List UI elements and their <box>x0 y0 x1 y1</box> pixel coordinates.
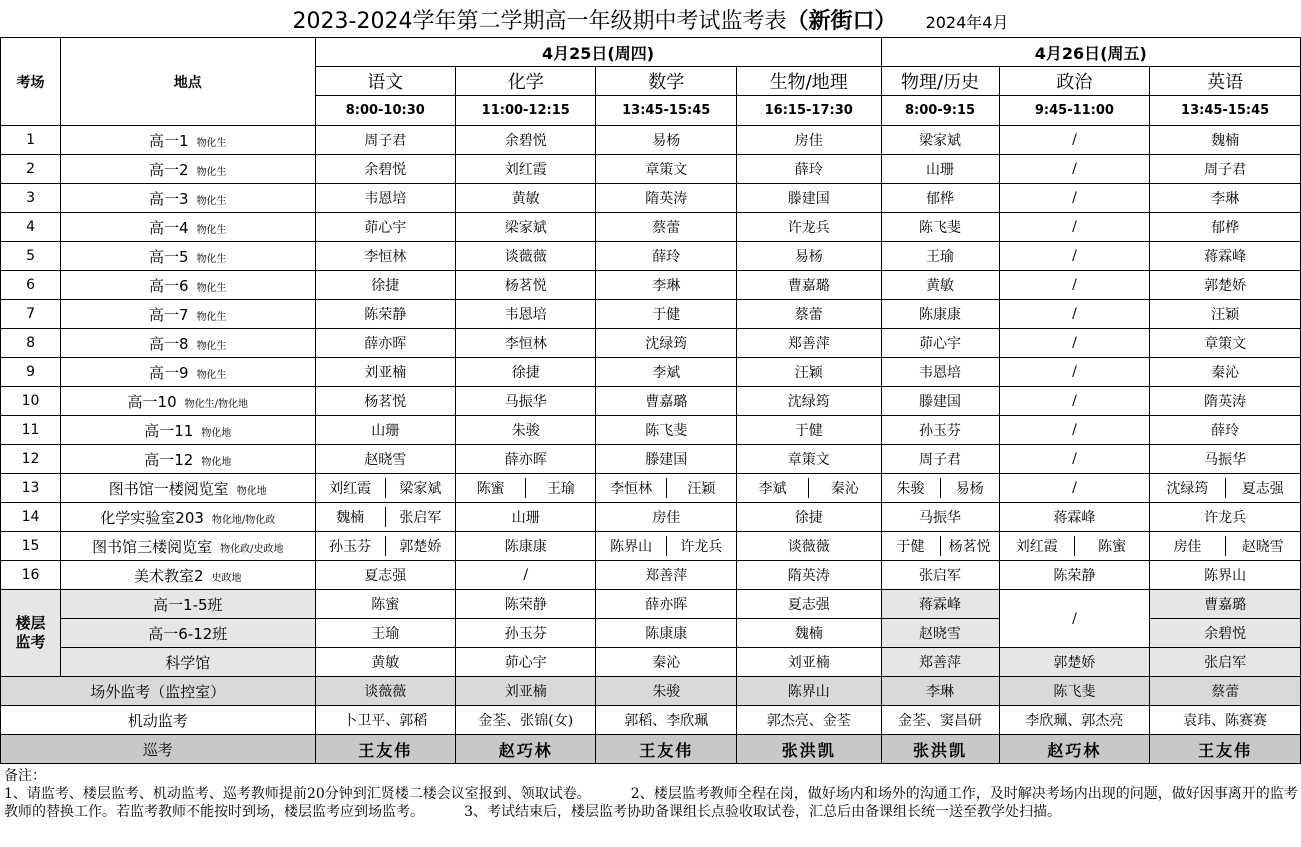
proctor-cell: 李欣珮、郭杰亮 <box>999 706 1150 735</box>
track-tag: 物化生 <box>196 253 227 265</box>
track-tag: 物化生 <box>196 195 227 207</box>
room-location <box>61 126 315 155</box>
room-number: 12 <box>1 445 61 474</box>
proctor-name: 沈绿筠 <box>1166 481 1209 497</box>
proctor-cell: 于健 <box>736 416 881 445</box>
proctor-cell: 杨茗悦 <box>315 387 455 416</box>
proctor-cell: 赵巧林 <box>999 735 1150 764</box>
proctor-cell: / <box>999 358 1150 387</box>
proctor-cell: 袁玮、陈赛赛 <box>1150 706 1301 735</box>
room-row <box>1 242 1301 271</box>
proctor-cell: 滕建国 <box>596 445 736 474</box>
proctor-name: 刘红霞 <box>1015 539 1058 555</box>
proctor-cell: 刘亚楠 <box>315 358 455 387</box>
floor-label-text: 楼层监考 <box>15 614 46 651</box>
location-name: 图书馆一楼阅览室 <box>108 479 229 498</box>
track-tag: 史政地 <box>211 572 242 584</box>
proctor-cell: 王友伟 <box>1150 735 1301 764</box>
room-row <box>1 416 1301 445</box>
proctor-cell: 曹嘉璐 <box>736 271 881 300</box>
track-tag: 物化生 <box>196 224 227 236</box>
proctor-cell: 杨茗悦 <box>456 271 596 300</box>
floor-location: 高一1-5班 <box>61 590 315 619</box>
room-location <box>61 300 315 329</box>
proctor-cell: 山珊 <box>315 416 455 445</box>
track-tag: 物化生 <box>196 166 227 178</box>
proctor-cell: 周子君 <box>1150 155 1301 184</box>
title-date: 2024年4月 <box>925 13 1009 32</box>
proctor-cell: 滕建国 <box>736 184 881 213</box>
proctor-cell: 于健 <box>596 300 736 329</box>
room-location <box>61 532 315 561</box>
notes-label: 备注： <box>4 768 46 784</box>
track-tag: 物化生 <box>196 137 227 149</box>
time-english: 13:45-15:45 <box>1150 96 1301 126</box>
proctor-cell: 马振华 <box>881 503 999 532</box>
time-math: 13:45-15:45 <box>596 96 736 126</box>
proctor-name: 魏楠 <box>336 510 365 526</box>
proctor-cell: 薛亦晖 <box>315 329 455 358</box>
room-number: 16 <box>1 561 61 590</box>
proctor-cell <box>999 532 1150 561</box>
room-number: 5 <box>1 242 61 271</box>
time-politics: 9:45-11:00 <box>999 96 1150 126</box>
proctor-name: 许龙兵 <box>666 536 736 556</box>
location-name: 高一3 <box>149 189 189 208</box>
patrol-label: 巡考 <box>1 735 316 764</box>
proctor-cell: 黄敏 <box>456 184 596 213</box>
proctor-name: 夏志强 <box>1225 478 1300 498</box>
subject-chemistry: 化学 <box>456 67 596 96</box>
proctor-name: 易杨 <box>940 478 999 498</box>
floor-row-1 <box>1 590 1301 619</box>
room-number: 11 <box>1 416 61 445</box>
room-number: 10 <box>1 387 61 416</box>
proctor-cell <box>596 474 736 503</box>
room-row <box>1 358 1301 387</box>
proctor-cell: 周子君 <box>315 126 455 155</box>
proctor-cell: 许龙兵 <box>736 213 881 242</box>
track-tag: 物化生/物化地 <box>184 398 249 410</box>
proctor-cell: 隋英涛 <box>736 561 881 590</box>
proctor-cell: 郭杰亮、金荃 <box>736 706 881 735</box>
proctor-cell: 房佳 <box>596 503 736 532</box>
proctor-cell <box>315 503 455 532</box>
room-number: 6 <box>1 271 61 300</box>
track-tag: 物化政/史政地 <box>220 543 284 555</box>
floor-location: 高一6-12班 <box>61 619 315 648</box>
proctor-cell: 梁家斌 <box>881 126 999 155</box>
time-chinese: 8:00-10:30 <box>315 96 455 126</box>
outside-row <box>1 677 1301 706</box>
proctor-cell: / <box>456 561 596 590</box>
room-location <box>61 445 315 474</box>
proctor-cell: 韦恩培 <box>315 184 455 213</box>
time-bio-geo: 16:15-17:30 <box>736 96 881 126</box>
proctor-cell: 章策文 <box>596 155 736 184</box>
room-location <box>61 387 315 416</box>
proctor-cell: 陈界山 <box>1150 561 1301 590</box>
proctor-cell: 易杨 <box>736 242 881 271</box>
proctor-cell: 陈康康 <box>456 532 596 561</box>
room-number: 3 <box>1 184 61 213</box>
subject-politics: 政治 <box>999 67 1150 96</box>
proctor-name: 房佳 <box>1173 539 1202 555</box>
room-number: 13 <box>1 474 61 503</box>
proctor-cell: / <box>999 155 1150 184</box>
proctor-name: 朱骏 <box>896 481 925 497</box>
proctor-cell: 沈绿筠 <box>736 387 881 416</box>
proctor-name: 陈蜜 <box>1074 536 1149 556</box>
proctor-cell: 夏志强 <box>315 561 455 590</box>
proctor-name: 杨茗悦 <box>940 536 999 556</box>
proctor-cell: 蒋霖峰 <box>999 503 1150 532</box>
header-room: 考场 <box>1 38 61 126</box>
proctor-cell: 曹嘉璐 <box>596 387 736 416</box>
proctor-cell: 陈飞斐 <box>881 213 999 242</box>
proctor-cell: 李斌 <box>596 358 736 387</box>
proctor-cell: 马振华 <box>456 387 596 416</box>
proctor-cell: 张启军 <box>881 561 999 590</box>
room-location <box>61 416 315 445</box>
subject-english: 英语 <box>1150 67 1301 96</box>
proctor-cell <box>881 474 999 503</box>
title-text: 2023-2024学年第二学期高一年级期中考试监考表 <box>292 9 787 34</box>
track-tag: 物化生 <box>196 340 227 352</box>
room-row-13 <box>1 474 1301 503</box>
room-row <box>1 300 1301 329</box>
room-location <box>61 155 315 184</box>
room-location <box>61 561 315 590</box>
proctor-cell: 余碧悦 <box>456 126 596 155</box>
proctor-name: 张启军 <box>385 507 455 527</box>
day1-header: 4月25日(周四) <box>315 38 881 67</box>
proctor-cell <box>881 532 999 561</box>
note-2: 2、楼层监考教师全程在岗，做好场内和场外的沟通工作，及时解决考场内出现的问题，做好因事离开的监考教师的替换工作。若监考教师不能按时到场，楼层监考应到场监考。 <box>4 786 1298 820</box>
proctor-cell: 赵巧林 <box>456 735 596 764</box>
proctor-cell: 黄敏 <box>881 271 999 300</box>
track-tag: 物化地 <box>201 427 232 439</box>
room-row <box>1 155 1301 184</box>
room-location <box>61 329 315 358</box>
room-location <box>61 358 315 387</box>
proctor-cell: 孙玉芬 <box>881 416 999 445</box>
proctor-cell: 蒋霖峰 <box>881 590 999 619</box>
proctor-cell: 李琳 <box>1150 184 1301 213</box>
location-name: 高一6 <box>149 276 189 295</box>
track-tag: 物化生 <box>196 311 227 323</box>
location-name: 高一8 <box>149 334 189 353</box>
room-row-14 <box>1 503 1301 532</box>
floor-row-3 <box>1 648 1301 677</box>
proctor-cell: 郭楚娇 <box>1150 271 1301 300</box>
room-row-15 <box>1 532 1301 561</box>
proctor-cell: 赵晓雪 <box>315 445 455 474</box>
proctor-cell: 徐捷 <box>456 358 596 387</box>
proctor-cell: 章策文 <box>1150 329 1301 358</box>
proctor-table <box>0 37 1301 764</box>
proctor-cell: 秦沁 <box>596 648 736 677</box>
proctor-cell: 赵晓雪 <box>881 619 999 648</box>
room-number: 1 <box>1 126 61 155</box>
proctor-cell: 王友伟 <box>315 735 455 764</box>
proctor-cell: 陈荣静 <box>456 590 596 619</box>
proctor-cell: 陈康康 <box>596 619 736 648</box>
proctor-name: 孙玉芬 <box>329 539 372 555</box>
proctor-cell: 章策文 <box>736 445 881 474</box>
location-name: 高一2 <box>149 160 189 179</box>
room-number: 9 <box>1 358 61 387</box>
proctor-cell: 夏志强 <box>736 590 881 619</box>
time-physics-history: 8:00-9:15 <box>881 96 999 126</box>
proctor-cell: 易杨 <box>596 126 736 155</box>
proctor-cell: 刘红霞 <box>456 155 596 184</box>
proctor-cell: 李琳 <box>881 677 999 706</box>
proctor-cell: 郑善萍 <box>736 329 881 358</box>
proctor-cell: 郑善萍 <box>596 561 736 590</box>
location-name: 高一11 <box>144 421 194 440</box>
proctor-cell: 韦恩培 <box>881 358 999 387</box>
outside-label: 场外监考（监控室） <box>1 677 316 706</box>
proctor-name: 于健 <box>896 539 925 555</box>
proctor-cell: 滕建国 <box>881 387 999 416</box>
proctor-cell: 谈薇薇 <box>456 242 596 271</box>
proctor-cell: 蔡蕾 <box>736 300 881 329</box>
proctor-cell: 余碧悦 <box>1150 619 1301 648</box>
proctor-cell: 魏楠 <box>736 619 881 648</box>
proctor-cell: 周子君 <box>881 445 999 474</box>
day2-header: 4月26日(周五) <box>881 38 1300 67</box>
proctor-cell: 汪颖 <box>736 358 881 387</box>
proctor-cell: 薛玲 <box>1150 416 1301 445</box>
room-row <box>1 126 1301 155</box>
proctor-cell: / <box>999 213 1150 242</box>
proctor-cell: / <box>999 300 1150 329</box>
subject-math: 数学 <box>596 67 736 96</box>
proctor-cell: 山珊 <box>881 155 999 184</box>
room-number: 8 <box>1 329 61 358</box>
proctor-cell <box>596 532 736 561</box>
proctor-cell: 李恒林 <box>315 242 455 271</box>
proctor-cell: 薛亦晖 <box>456 445 596 474</box>
proctor-cell: 隋英涛 <box>1150 387 1301 416</box>
mobile-label: 机动监考 <box>1 706 316 735</box>
track-tag: 物化地 <box>201 456 232 468</box>
room-row <box>1 271 1301 300</box>
proctor-cell: / <box>999 416 1150 445</box>
title-campus: （新街口） <box>786 9 897 34</box>
proctor-cell: 谈薇薇 <box>315 677 455 706</box>
proctor-cell: 蔡蕾 <box>596 213 736 242</box>
location-name: 高一5 <box>149 247 189 266</box>
room-location <box>61 503 315 532</box>
proctor-name: 汪颖 <box>666 478 736 498</box>
proctor-cell: 刘亚楠 <box>456 677 596 706</box>
proctor-cell: 郁桦 <box>881 184 999 213</box>
proctor-cell: 梁家斌 <box>456 213 596 242</box>
proctor-cell <box>315 474 455 503</box>
proctor-name: 陈界山 <box>610 539 653 555</box>
location-name: 图书馆三楼阅览室 <box>92 537 213 556</box>
proctor-cell: 张洪凯 <box>881 735 999 764</box>
proctor-cell: / <box>999 242 1150 271</box>
proctor-cell: 郑善萍 <box>881 648 999 677</box>
location-name: 高一10 <box>127 392 177 411</box>
room-row <box>1 387 1301 416</box>
proctor-cell: / <box>999 126 1150 155</box>
proctor-cell: 陈荣静 <box>315 300 455 329</box>
proctor-cell: / <box>999 387 1150 416</box>
proctor-cell <box>456 474 596 503</box>
proctor-name: 梁家斌 <box>385 478 455 498</box>
subject-bio-geo: 生物/地理 <box>736 67 881 96</box>
room-location <box>61 474 315 503</box>
proctor-cell: 徐捷 <box>315 271 455 300</box>
proctor-cell: 黄敏 <box>315 648 455 677</box>
proctor-cell: 薛亦晖 <box>596 590 736 619</box>
proctor-cell: / <box>999 445 1150 474</box>
room-row <box>1 213 1301 242</box>
proctor-cell: 山珊 <box>456 503 596 532</box>
room-row <box>1 329 1301 358</box>
proctor-cell: 许龙兵 <box>1150 503 1301 532</box>
proctor-cell: 张启军 <box>1150 648 1301 677</box>
proctor-cell: 秦沁 <box>1150 358 1301 387</box>
track-tag: 物化地 <box>236 485 267 497</box>
location-name: 美术教室2 <box>134 566 204 585</box>
room-number: 15 <box>1 532 61 561</box>
proctor-cell: 郭稻、李欣珮 <box>596 706 736 735</box>
proctor-cell: 朱骏 <box>456 416 596 445</box>
room-number: 4 <box>1 213 61 242</box>
proctor-cell: 陈蜜 <box>315 590 455 619</box>
proctor-cell <box>315 532 455 561</box>
proctor-cell: 魏楠 <box>1150 126 1301 155</box>
proctor-cell: 李琳 <box>596 271 736 300</box>
proctor-cell: 陈界山 <box>736 677 881 706</box>
notes-text <box>4 785 1298 821</box>
track-tag: 物化地/物化政 <box>211 514 276 526</box>
location-name: 高一12 <box>144 450 194 469</box>
proctor-cell: 隋英涛 <box>596 184 736 213</box>
proctor-cell: 张洪凯 <box>736 735 881 764</box>
proctor-cell: 余碧悦 <box>315 155 455 184</box>
proctor-cell: / <box>999 184 1150 213</box>
proctor-cell: 沈绿筠 <box>596 329 736 358</box>
proctor-cell: 房佳 <box>736 126 881 155</box>
track-tag: 物化生 <box>196 282 227 294</box>
room-number: 14 <box>1 503 61 532</box>
proctor-cell: / <box>999 474 1150 503</box>
proctor-cell: 薛玲 <box>596 242 736 271</box>
note-3: 3、考试结束后，楼层监考协助备课组长点验收取试卷，汇总后由备课组长统一送至教学处扫描。 <box>464 804 1061 820</box>
room-row <box>1 184 1301 213</box>
floor-label <box>1 590 61 677</box>
subject-chinese: 语文 <box>315 67 455 96</box>
mobile-row <box>1 706 1301 735</box>
proctor-cell: 蔡蕾 <box>1150 677 1301 706</box>
floor-location: 科学馆 <box>61 648 315 677</box>
location-name: 高一9 <box>149 363 189 382</box>
room-location <box>61 184 315 213</box>
proctor-cell: 韦恩培 <box>456 300 596 329</box>
proctor-cell: 陈康康 <box>881 300 999 329</box>
proctor-cell: 陈荣静 <box>999 561 1150 590</box>
proctor-cell: 王瑜 <box>315 619 455 648</box>
location-name: 化学实验室203 <box>100 508 204 527</box>
proctor-cell <box>1150 532 1301 561</box>
proctor-cell: / <box>999 329 1150 358</box>
proctor-cell: 王友伟 <box>596 735 736 764</box>
proctor-cell: / <box>999 590 1150 648</box>
proctor-cell: 金荃、窦昌研 <box>881 706 999 735</box>
proctor-name: 李恒林 <box>610 481 653 497</box>
time-chemistry: 11:00-12:15 <box>456 96 596 126</box>
notes <box>4 767 1298 821</box>
proctor-cell: 朱骏 <box>596 677 736 706</box>
proctor-cell <box>1150 474 1301 503</box>
proctor-cell: 刘亚楠 <box>736 648 881 677</box>
header-location: 地点 <box>61 38 315 126</box>
proctor-cell: 谈薇薇 <box>736 532 881 561</box>
proctor-cell: 汪颖 <box>1150 300 1301 329</box>
track-tag: 物化生 <box>196 369 227 381</box>
room-row-16 <box>1 561 1301 590</box>
proctor-cell: 郭楚娇 <box>999 648 1150 677</box>
room-number: 2 <box>1 155 61 184</box>
room-location <box>61 271 315 300</box>
location-name: 高一1 <box>149 131 189 150</box>
room-row <box>1 445 1301 474</box>
proctor-cell: / <box>999 271 1150 300</box>
proctor-cell: 马振华 <box>1150 445 1301 474</box>
proctor-cell: 茆心宇 <box>456 648 596 677</box>
proctor-name: 郭楚娇 <box>385 536 455 556</box>
patrol-row <box>1 735 1301 764</box>
proctor-name: 刘红霞 <box>329 481 372 497</box>
proctor-cell: 李恒林 <box>456 329 596 358</box>
room-number: 7 <box>1 300 61 329</box>
note-1: 1、请监考、楼层监考、机动监考、巡考教师提前20分钟到汇贤楼二楼会议室报到、领取试卷。 <box>4 786 591 802</box>
proctor-cell: 王瑜 <box>881 242 999 271</box>
proctor-name: 陈蜜 <box>476 481 505 497</box>
proctor-cell: 孙玉芬 <box>456 619 596 648</box>
proctor-cell: 卜卫平、郭稻 <box>315 706 455 735</box>
proctor-cell: 薛玲 <box>736 155 881 184</box>
proctor-cell: 茆心宇 <box>881 329 999 358</box>
proctor-cell: 曹嘉璐 <box>1150 590 1301 619</box>
proctor-cell: 徐捷 <box>736 503 881 532</box>
proctor-name: 赵晓雪 <box>1225 536 1300 556</box>
location-name: 高一7 <box>149 305 189 324</box>
proctor-name: 秦沁 <box>808 478 880 498</box>
proctor-cell: 陈飞斐 <box>596 416 736 445</box>
proctor-cell: 金荃、张锦(女) <box>456 706 596 735</box>
page-title <box>0 4 1301 36</box>
proctor-cell: 陈飞斐 <box>999 677 1150 706</box>
location-name: 高一4 <box>149 218 189 237</box>
room-location <box>61 242 315 271</box>
proctor-cell: 郁桦 <box>1150 213 1301 242</box>
subject-physics-history: 物理/历史 <box>881 67 999 96</box>
proctor-cell <box>736 474 881 503</box>
proctor-name: 李斌 <box>758 481 787 497</box>
room-location <box>61 213 315 242</box>
proctor-cell: 蒋霖峰 <box>1150 242 1301 271</box>
proctor-name: 王瑜 <box>525 478 595 498</box>
proctor-cell: 茆心宇 <box>315 213 455 242</box>
